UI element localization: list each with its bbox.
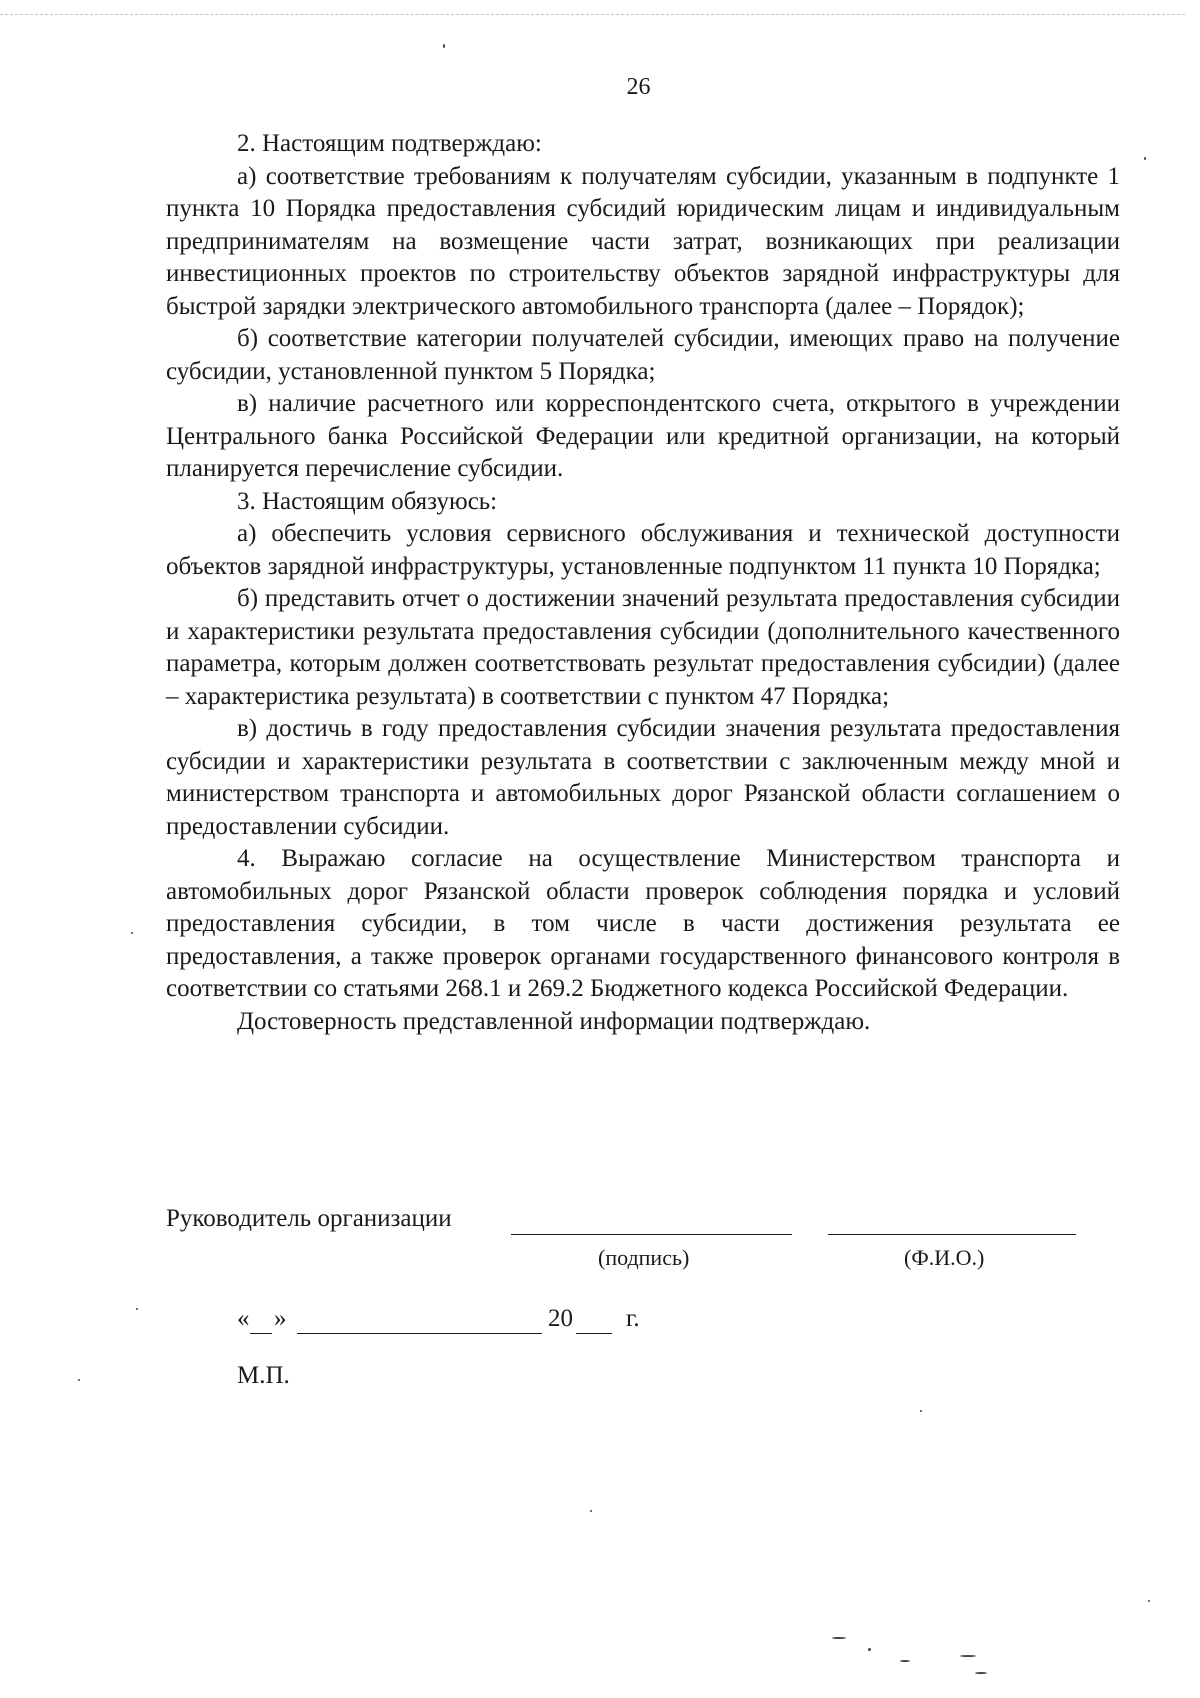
signature-line bbox=[511, 1234, 792, 1235]
date-close-quote: » bbox=[274, 1305, 287, 1332]
scan-speck bbox=[443, 44, 445, 48]
scan-speck bbox=[920, 1410, 922, 1412]
scan-top-edge bbox=[0, 14, 1185, 19]
year-prefix: 20 bbox=[548, 1305, 573, 1332]
paragraph-oblige-heading: 3. Настоящим обязуюсь: bbox=[237, 487, 498, 515]
paragraph-confirm-c: в) наличие расчетного или корреспондентского счета, открытого в учреждении Центрального банка Российской Федерации или кредитной организации, на который планируется перечисление субсидии. bbox=[166, 390, 1120, 482]
paragraph-consent: 4. Выражаю согласие на осуществление Министерством транспорта и автомобильных дорог Рязанской области проверок соблюдения порядка и условий предоставления субсидии, в том числе в части достижения результата ее предоставления, а также проверок органами государственного финансового контроля в соответствии со статьями 268.1 и 269.2 Бюджетного кодекса Российской Федерации. bbox=[166, 845, 1120, 1002]
paragraph-confirm-b: б) соответствие категории получателей субсидии, имеющих право на получение субсидии, установленной пунктом 5 Порядка; bbox=[166, 325, 1120, 385]
document-body bbox=[166, 128, 1120, 1038]
scan-speck bbox=[136, 1308, 138, 1310]
paragraph-oblige-a: а) обеспечить условия сервисного обслуживания и технической доступности объектов зарядной инфраструктуры, установленные подпунктом 11 пункта 10 Порядка; bbox=[166, 520, 1120, 580]
name-caption: (Ф.И.О.) bbox=[904, 1245, 985, 1270]
year-suffix: г. bbox=[626, 1305, 640, 1332]
paragraph-oblige-b: б) представить отчет о достижении значений результата предоставления субсидии и характеристики результата предоставления субсидии (дополнительного качественного параметра, которым должен соответствовать результат предоставления субсидии) (далее – характеристика результата) в соответствии с пунктом 47 Порядка; bbox=[166, 585, 1120, 710]
name-line bbox=[828, 1234, 1076, 1235]
day-line bbox=[250, 1333, 272, 1334]
paragraph-confirm-a: а) соответствие требованиям к получателям субсидии, указанным в подпункте 1 пункта 10 Порядка предоставления субсидий юридическим лицам и индивидуальным предпринимателям на возмещение части затрат, возникающих при реализации инвестиционных проектов по строительству объектов зарядной инфраструктуры для быстрой зарядки электрического автомобильного транспорта (далее – Порядок); bbox=[166, 162, 1120, 320]
signature-row bbox=[166, 1205, 1120, 1237]
paragraph-accuracy: Достоверность представленной информации подтверждаю. bbox=[237, 1007, 871, 1035]
date-row bbox=[237, 1305, 737, 1337]
scan-speck bbox=[975, 1672, 987, 1674]
scan-speck bbox=[590, 1510, 592, 1512]
scan-speck bbox=[868, 1648, 871, 1651]
scan-speck bbox=[960, 1655, 976, 1657]
stamp-label: М.П. bbox=[237, 1362, 290, 1389]
month-line bbox=[297, 1333, 542, 1334]
scan-speck bbox=[832, 1637, 846, 1639]
date-open-quote: « bbox=[237, 1305, 250, 1332]
signature-caption: (подпись) bbox=[598, 1245, 690, 1270]
page-number: 26 bbox=[626, 74, 651, 100]
paragraph-confirm-heading: 2. Настоящим подтверждаю: bbox=[237, 130, 542, 157]
scan-speck bbox=[78, 1379, 80, 1381]
paragraph-oblige-c: в) достичь в году предоставления субсидии значения результата предоставления субсидии и характеристики результата в соответствии с заключенным между мной и министерством транспорта и автомобильных дорог Рязанской области соглашением о предоставлении субсидии. bbox=[166, 715, 1120, 840]
signature-label: Руководитель организации bbox=[166, 1205, 452, 1232]
scan-speck bbox=[1148, 1600, 1150, 1602]
scan-speck bbox=[131, 932, 133, 934]
year-line bbox=[576, 1333, 612, 1334]
scan-speck bbox=[900, 1660, 910, 1662]
scan-speck bbox=[1144, 157, 1146, 160]
